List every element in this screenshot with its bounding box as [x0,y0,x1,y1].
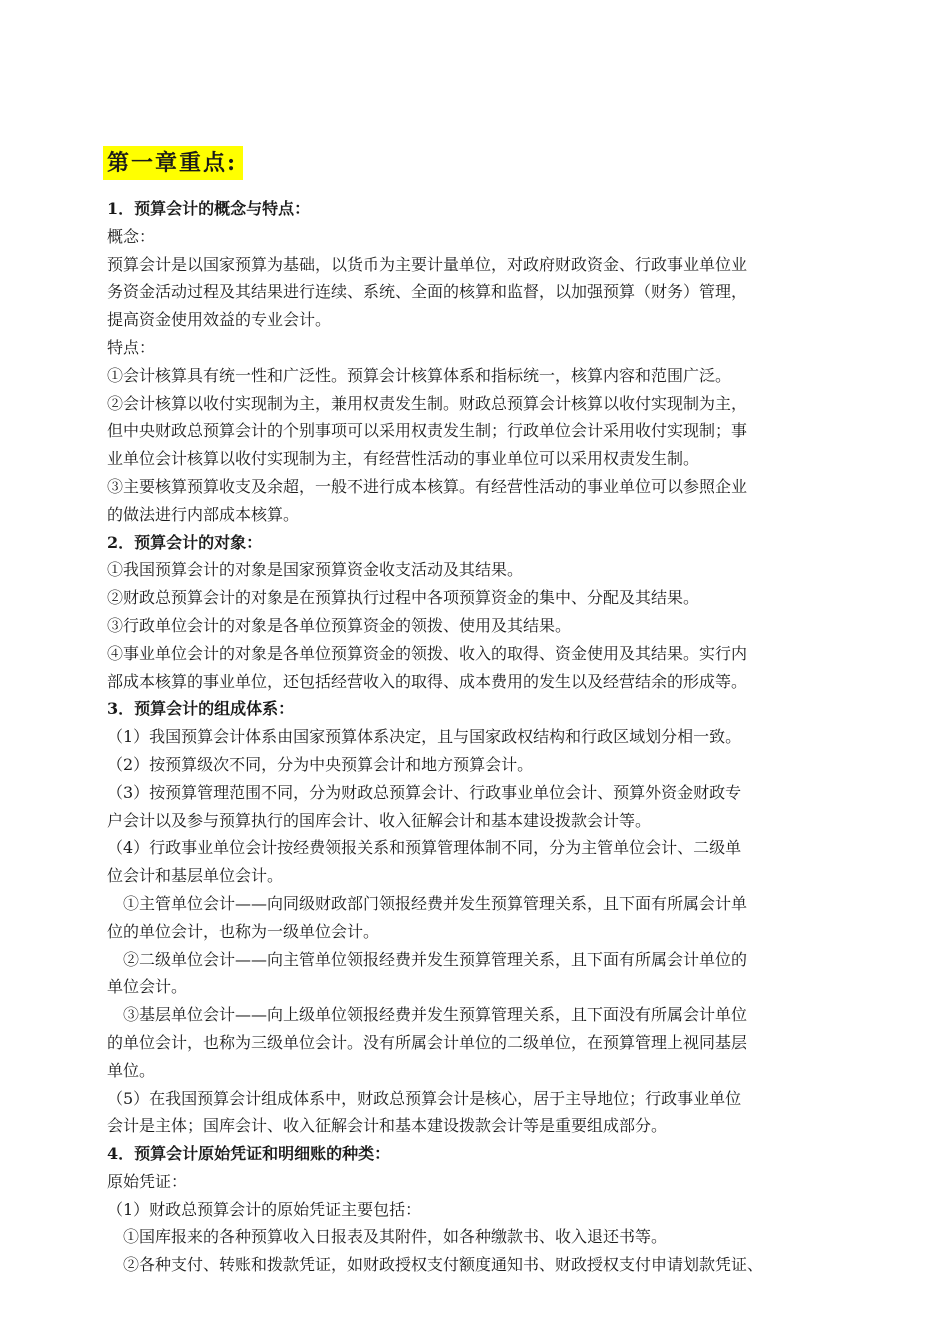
text-line: ①我国预算会计的对象是国家预算资金收支活动及其结果。 [107,560,524,580]
text-line: ②各种支付、转账和拨款凭证，如财政授权支付额度通知书、财政授权支付申请划款凭证、 [123,1255,764,1275]
text-line: 部成本核算的事业单位，还包括经营收入的取得、成本费用的发生以及经营结余的形成等。 [107,671,748,691]
text-line: ③行政单位会计的对象是各单位预算资金的领拨、使用及其结果。 [107,615,572,635]
text-line: 单位。 [107,1060,156,1080]
text-line: 位会计和基层单位会计。 [107,866,284,886]
text-line: 会计是主体；国库会计、收入征解会计和基本建设拨款会计等是重要组成部分。 [107,1116,668,1136]
section-heading: 2．预算会计的对象： [107,532,263,552]
text-line: 原始凭证： [107,1171,188,1191]
text-line: 但中央财政总预算会计的个别事项可以采用权责发生制；行政单位会计采用收付实现制；事 [107,421,748,441]
text-line: 户会计以及参与预算执行的国库会计、收入征解会计和基本建设拨款会计等。 [107,810,652,830]
text-line: ②会计核算以收付实现制为主，兼用权责发生制。财政总预算会计核算以收付实现制为主， [107,393,748,413]
text-line: ③基层单位会计——向上级单位领报经费并发生预算管理关系，且下面没有所属会计单位 [123,1005,748,1025]
text-line: （4）行政事业单位会计按经费领报关系和预算管理体制不同，分为主管单位会计、二级单 [107,838,742,858]
text-line: （3）按预算管理范围不同，分为财政总预算会计、行政事业单位会计、预算外资金财政专 [107,782,742,802]
text-line: ②二级单位会计——向主管单位领报经费并发生预算管理关系，且下面有所属会计单位的 [123,949,748,969]
text-line: ③主要核算预算收支及余超，一般不进行成本核算。有经营性活动的事业单位可以参照企业 [107,476,748,496]
chapter-title: 第一章重点: [103,146,243,180]
text-line: 的单位会计，也称为三级单位会计。没有所属会计单位的二级单位，在预算管理上视同基层 [107,1032,748,1052]
text-line: 特点： [107,337,156,357]
text-line: （1）财政总预算会计的原始凭证主要包括： [107,1199,422,1219]
text-line: 单位会计。 [107,977,188,997]
text-line: ①主管单位会计——向同级财政部门领报经费并发生预算管理关系，且下面有所属会计单 [123,893,748,913]
text-line: ④事业单位会计的对象是各单位预算资金的领拨、收入的取得、资金使用及其结果。实行内 [107,643,748,663]
text-line: ②财政总预算会计的对象是在预算执行过程中各项预算资金的集中、分配及其结果。 [107,588,700,608]
text-line: 位的单位会计，也称为一级单位会计。 [107,921,380,941]
text-line: 的做法进行内部成本核算。 [107,504,300,524]
text-line: （1）我国预算会计体系由国家预算体系决定，且与国家政权结构和行政区域划分相一致。 [107,727,742,747]
text-line: ①会计核算具有统一性和广泛性。预算会计核算体系和指标统一，核算内容和范围广泛。 [107,365,732,385]
text-line: 业单位会计核算以收付实现制为主，有经营性活动的事业单位可以采用权责发生制。 [107,449,700,469]
section-heading: 1．预算会计的概念与特点： [107,199,311,218]
text-line: 预算会计是以国家预算为基础，以货币为主要计量单位，对政府财政资金、行政事业单位业 [107,254,748,274]
text-line: 概念： [107,226,156,246]
text-line: 务资金活动过程及其结果进行连续、系统、全面的核算和监督，以加强预算（财务）管理， [107,282,748,302]
section-heading: 3．预算会计的组成体系： [107,699,295,719]
section-heading: 4．预算会计原始凭证和明细账的种类： [107,1144,391,1164]
document-body [107,195,847,1279]
text-line: ①国库报来的各种预算收入日报表及其附件，如各种缴款书、收入退还书等。 [123,1227,668,1247]
text-line: （5）在我国预算会计组成体系中，财政总预算会计是核心，居于主导地位；行政事业单位 [107,1088,742,1108]
text-line: （2）按预算级次不同，分为中央预算会计和地方预算会计。 [107,754,534,774]
text-line: 提高资金使用效益的专业会计。 [107,310,332,330]
